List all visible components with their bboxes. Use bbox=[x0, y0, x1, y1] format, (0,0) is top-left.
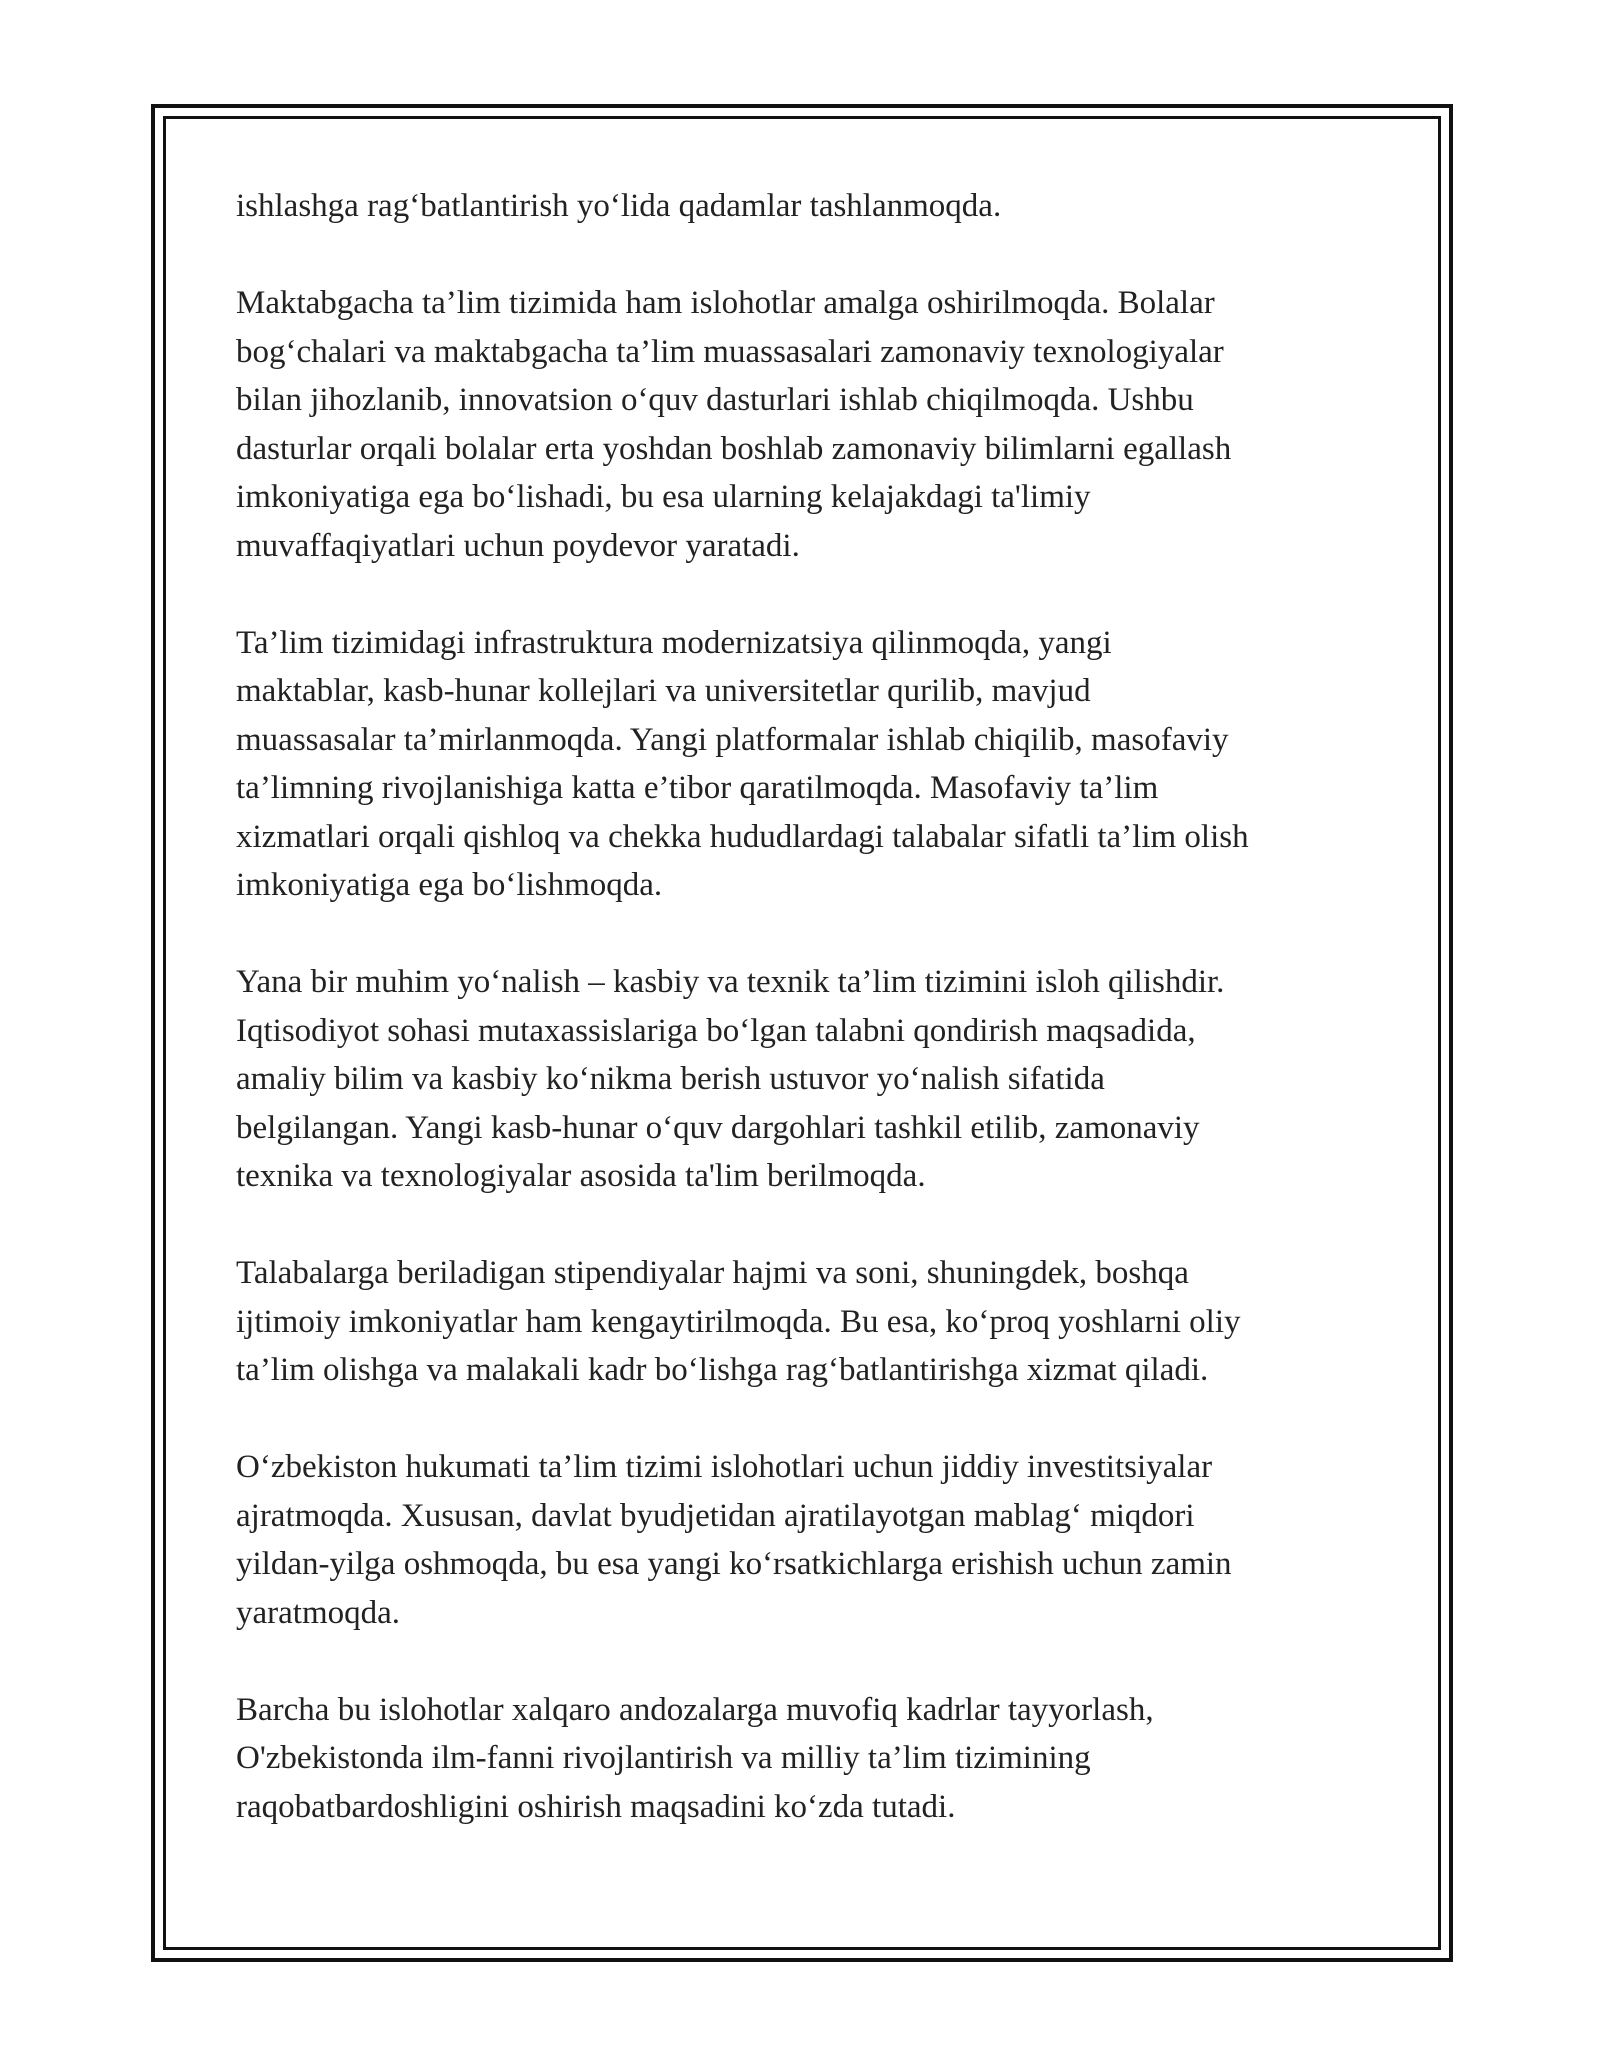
paragraph-preschool-reform: Maktabgacha ta’lim tizimida ham islohotlar amalga oshirilmoqda. Bolalar bog‘chalari va maktabgacha ta’lim muassasalari zamonaviy texnologiyalar bilan jihozlanib, innovatsion o‘quv dasturlari ishlab chiqilmoqda. Ushbu dasturlar orqali bolalar erta yoshdan boshlab zamonaviy bilimlarni egallash imkoniyatiga ega bo‘lishadi, bu esa ularning kelajakdagi ta'limiy muvaffaqiyatlari uchun poydevor yaratadi. bbox=[236, 285, 1232, 564]
paragraph-continuation: ishlashga rag‘batlantirish yo‘lida qadamlar tashlanmoqda. bbox=[236, 188, 1002, 224]
paragraph-vocational-education: Yana bir muhim yo‘nalish – kasbiy va texnik ta’lim tizimini isloh qilishdir. Iqtisodiyot sohasi mutaxassislariga bo‘lgan talabni qondirish maqsadida, amaliy bilim va kasbiy ko‘nikma berish ustuvor yo‘nalish sifatida belgilangan. Yangi kasb-hunar o‘quv dargohlari tashkil etilib, zamonaviy texnika va texnologiyalar asosida ta'lim berilmoqda. bbox=[236, 964, 1225, 1194]
document-body bbox=[236, 182, 1396, 1880]
paragraph-investments: O‘zbekiston hukumati ta’lim tizimi islohotlari uchun jiddiy investitsiyalar ajratmoqda. Xususan, davlat byudjetidan ajratilayotgan mablag‘ miqdori yildan-yilga oshmoqda, bu esa yangi ko‘rsatkichlarga erishish uchun zamin yaratmoqda. bbox=[236, 1449, 1232, 1631]
paragraph-stipends: Talabalarga beriladigan stipendiyalar hajmi va soni, shuningdek, boshqa ijtimoiy imkoniyatlar ham kengaytirilmoqda. Bu esa, ko‘proq yoshlarni oliy ta’lim olishga va malakali kadr bo‘lishga rag‘batlantirishga xizmat qiladi. bbox=[236, 1255, 1241, 1388]
paragraph-conclusion: Barcha bu islohotlar xalqaro andozalarga muvofiq kadrlar tayyorlash, O'zbekistonda ilm-fanni rivojlantirish va milliy ta’lim tizimining raqobatbardoshligini oshirish maqsadini ko‘zda tutadi. bbox=[236, 1691, 1154, 1825]
paragraph-infrastructure: Ta’lim tizimidagi infrastruktura modernizatsiya qilinmoqda, yangi maktablar, kasb-hunar kollejlari va universitetlar qurilib, mavjud muassasalar ta’mirlanmoqda. Yangi platformalar ishlab chiqilib, masofaviy ta’limning rivojlanishiga katta e’tibor qaratilmoqda. Masofaviy ta’lim xizmatlari orqali qishloq va chekka hududlardagi talabalar sifatli ta’lim olish imkoniyatiga ega bo‘lishmoqda. bbox=[236, 624, 1249, 903]
